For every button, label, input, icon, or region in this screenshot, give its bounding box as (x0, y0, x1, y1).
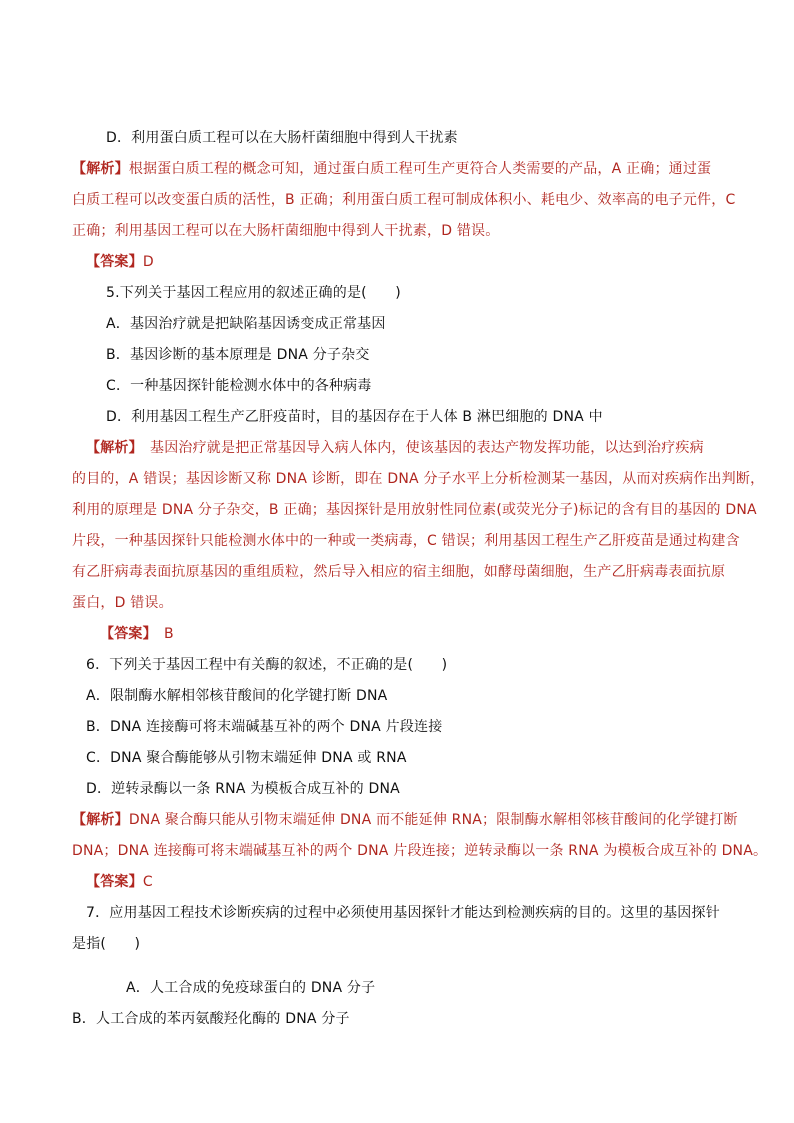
q7-stem-line-1: 7．应用基因工程技术诊断疾病的过程中必须使用基因探针才能达到检测疾病的目的。这里的基因探针 (86, 905, 720, 921)
q4-analysis-line-2: 白质工程可以改变蛋白质的活性，B 正确；利用蛋白质工程可制成体积小、耗电少、效率高的电子元件，C (72, 192, 736, 208)
answer-value: B (149, 626, 174, 642)
q5-analysis-line-6: 蛋白，D 错误。 (72, 595, 173, 611)
q6-answer (86, 872, 742, 892)
q6-option-a: A．限制酶水解相邻核苷酸间的化学键打断 DNA (86, 688, 388, 704)
q5-analysis-line-4: 片段，一种基因探针只能检测水体中的一种或一类病毒，C 错误；利用基因工程生产乙肝疫苗是通过构建含 (72, 533, 740, 549)
q7-option-b: B．人工合成的苯丙氨酸羟化酶的 DNA 分子 (72, 1011, 350, 1027)
q5-option-a: A．基因治疗就是把缺陷基因诱变成正常基因 (106, 316, 386, 332)
answer-tag: 【答案】 (86, 254, 143, 270)
answer-value: D (142, 254, 154, 270)
q4-analysis-line-3: 正确；利用基因工程可以在大肠杆菌细胞中得到人干扰素，D 错误。 (72, 223, 500, 239)
q6-analysis-line-1: 【解析】DNA 聚合酶只能从引物末端延伸 DNA 而不能延伸 RNA；限制酶水解相邻核苷酸间的化学键打断 (72, 812, 738, 828)
q4-option-d: D．利用蛋白质工程可以在大肠杆菌细胞中得到人干扰素 (106, 130, 458, 146)
q5-analysis-line-2: 的目的，A 错误；基因诊断又称 DNA 诊断，即在 DNA 分子水平上分析检测某一基因，从而对疾病作出判断， (72, 471, 765, 487)
q5-option-b: B．基因诊断的基本原理是 DNA 分子杂交 (106, 347, 370, 363)
q5-analysis-line-5: 有乙肝病毒表面抗原基因的重组质粒，然后导入相应的宿主细胞，如酵母菌细胞，生产乙肝病毒表面抗原 (72, 564, 726, 580)
analysis-tag: 【解析】 (72, 161, 129, 177)
analysis-tag: 【解析】 (72, 812, 129, 828)
q4-answer (86, 252, 742, 272)
answer-value: C (142, 874, 153, 890)
q7-option-a: A．人工合成的免疫球蛋白的 DNA 分子 (126, 980, 376, 996)
q5-answer (100, 624, 756, 644)
q6-option-c: C．DNA 聚合酶能够从引物末端延伸 DNA 或 RNA (86, 750, 407, 766)
q5-analysis-line-3: 利用的原理是 DNA 分子杂交，B 正确；基因探针是用放射性同位素(或荧光分子)标记的含有目的基因的 DNA (72, 502, 757, 518)
q5-analysis-line-1: 【解析】 基因治疗就是把正常基因导入病人体内，使该基因的表达产物发挥功能，以达到治疗疾病 (86, 440, 704, 456)
q5-option-c: C．一种基因探针能检测水体中的各种病毒 (106, 378, 372, 394)
q6-option-d: D．逆转录酶以一条 RNA 为模板合成互补的 DNA (86, 781, 400, 797)
q4-analysis-line-1: 【解析】根据蛋白质工程的概念可知，通过蛋白质工程可生产更符合人类需要的产品，A 正确；通过蛋 (72, 161, 712, 177)
q6-option-b: B．DNA 连接酶可将末端碱基互补的两个 DNA 片段连接 (86, 719, 443, 735)
q5-stem: 5.下列关于基因工程应用的叙述正确的是( ) (106, 285, 401, 301)
q5-option-d: D．利用基因工程生产乙肝疫苗时，目的基因存在于人体 B 淋巴细胞的 DNA 中 (106, 409, 603, 425)
answer-tag: 【答案】 (86, 874, 143, 890)
q7-stem-line-2: 是指( ) (72, 936, 141, 952)
q6-analysis-line-2: DNA；DNA 连接酶可将末端碱基互补的两个 DNA 片段连接；逆转录酶以一条 RNA 为模板合成互补的 DNA。 (72, 843, 768, 859)
analysis-tag: 【解析】 (86, 440, 136, 456)
answer-tag: 【答案】 (100, 626, 150, 642)
q6-stem: 6．下列关于基因工程中有关酶的叙述，不正确的是( ) (86, 657, 448, 673)
